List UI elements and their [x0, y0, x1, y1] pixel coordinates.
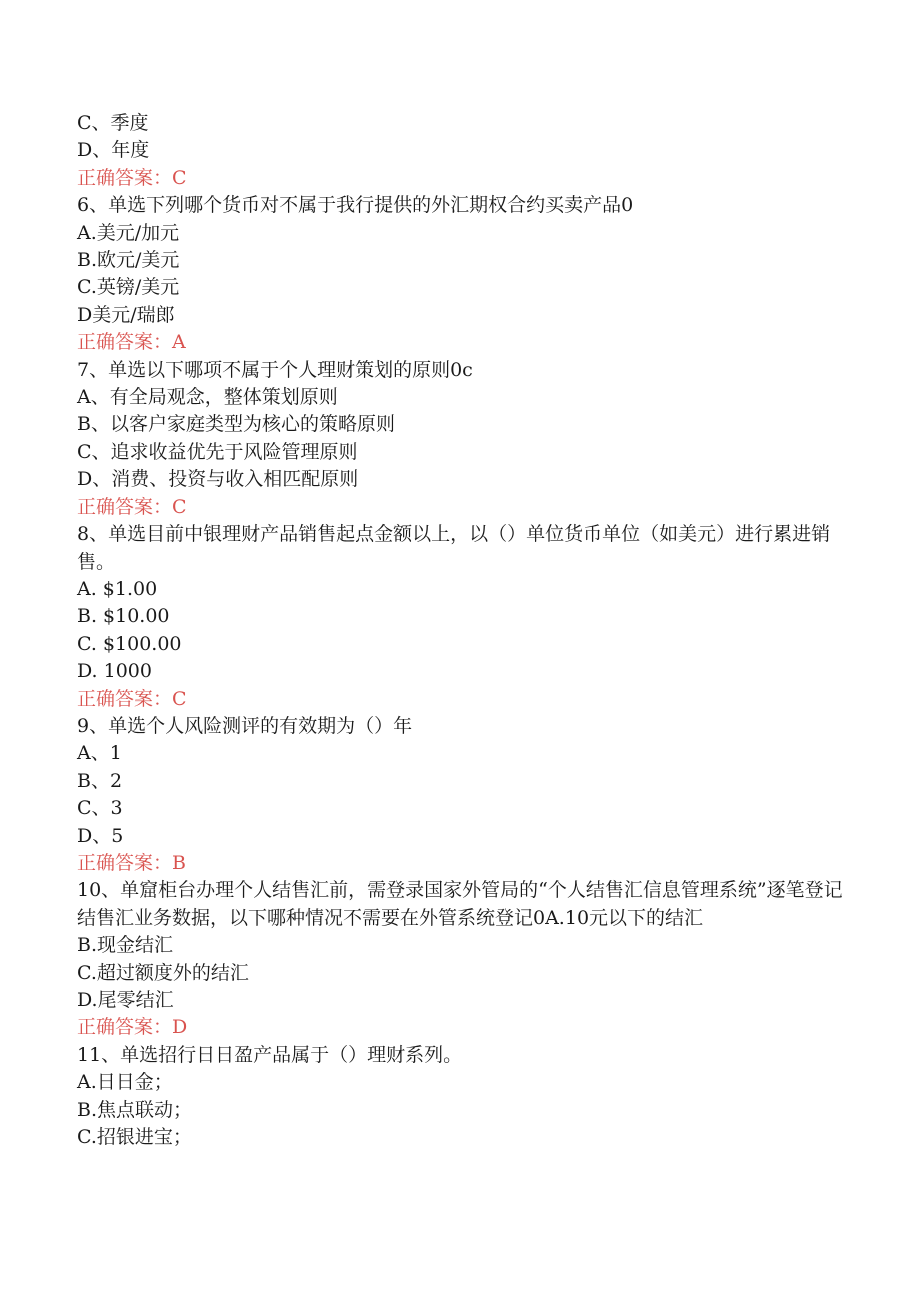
option-a: A.美元/加元: [77, 221, 180, 244]
question-stem: 11、单选招行日日盈产品属于（）理财系列。: [77, 1043, 463, 1066]
option-b: B.焦点联动；: [77, 1098, 193, 1121]
option-a: A、有全局观念，整体策划原则: [77, 386, 338, 409]
option-a: A. $1.00: [77, 577, 158, 600]
question-stem: 8、单选目前中银理财产品销售起点金额以上，以（）单位货币单位（如美元）进行累进销售。: [77, 523, 831, 573]
option-c: C. $100.00: [77, 632, 182, 655]
option-c: C.英镑/美元: [77, 276, 180, 299]
answer-value: B: [172, 851, 186, 874]
correct-answer: [77, 165, 847, 192]
question-block-7: [77, 357, 847, 521]
answer-value: C: [172, 687, 187, 710]
question-block-5: [77, 110, 847, 192]
question-stem: 7、单选以下哪项不属于个人理财策划的原则0c: [77, 358, 473, 381]
answer-value: A: [172, 331, 186, 354]
answer-label: 正确答案：: [77, 166, 173, 189]
option-c: C、季度: [77, 112, 149, 134]
question-block-9: [77, 713, 847, 877]
option-b: B.欧元/美元: [77, 249, 180, 272]
correct-answer: [77, 494, 847, 521]
answer-label: 正确答案：: [77, 331, 173, 354]
correct-answer: [77, 1014, 847, 1041]
option-a: A.日日金；: [77, 1071, 173, 1094]
question-stem: 9、单选个人风险测评的有效期为（）年: [77, 714, 413, 737]
answer-label: 正确答案：: [77, 1016, 173, 1039]
answer-label: 正确答案：: [77, 851, 173, 874]
option-c: C、3: [77, 797, 123, 820]
answer-label: 正确答案：: [77, 495, 173, 518]
answer-value: C: [172, 166, 187, 189]
option-b: B. $10.00: [77, 605, 170, 628]
question-stem: 6、单选下列哪个货币对不属于我行提供的外汇期权合约买卖产品0: [77, 194, 634, 217]
question-block-8: [77, 521, 847, 713]
answer-label: 正确答案：: [77, 687, 173, 710]
answer-value: D: [172, 1016, 188, 1039]
question-block-10: [77, 877, 847, 1041]
option-b: B、2: [77, 769, 123, 792]
option-a: A、1: [77, 742, 122, 765]
option-d: D、5: [77, 824, 124, 847]
option-d: D. 1000: [77, 660, 152, 683]
option-b: B.现金结汇: [77, 934, 174, 957]
option-c: C、追求收益优先于风险管理原则: [77, 440, 358, 463]
answer-value: C: [172, 495, 187, 518]
option-d: D、年度: [77, 139, 150, 162]
correct-answer: [77, 850, 847, 877]
correct-answer: [77, 329, 847, 356]
option-d: D.尾零结汇: [77, 989, 174, 1011]
question-stem: 10、单窟柜台办理个人结售汇前，需登录国家外管局的“个人结售汇信息管理系统”逐笔登记结售汇业务数据，以下哪种情况不需要在外管系统登记0A.10元以下的结汇: [77, 879, 843, 929]
document-page: [77, 110, 847, 1151]
option-d: D美元/瑞郎: [77, 303, 175, 326]
option-c: C.招银进宝；: [77, 1126, 192, 1149]
option-c: C.超过额度外的结汇: [77, 961, 249, 984]
option-d: D、消费、投资与收入相匹配原则: [77, 468, 359, 491]
option-b: B、以客户家庭类型为核心的策略原则: [77, 413, 395, 436]
question-block-11: [77, 1042, 847, 1152]
question-block-6: [77, 192, 847, 356]
correct-answer: [77, 686, 847, 713]
